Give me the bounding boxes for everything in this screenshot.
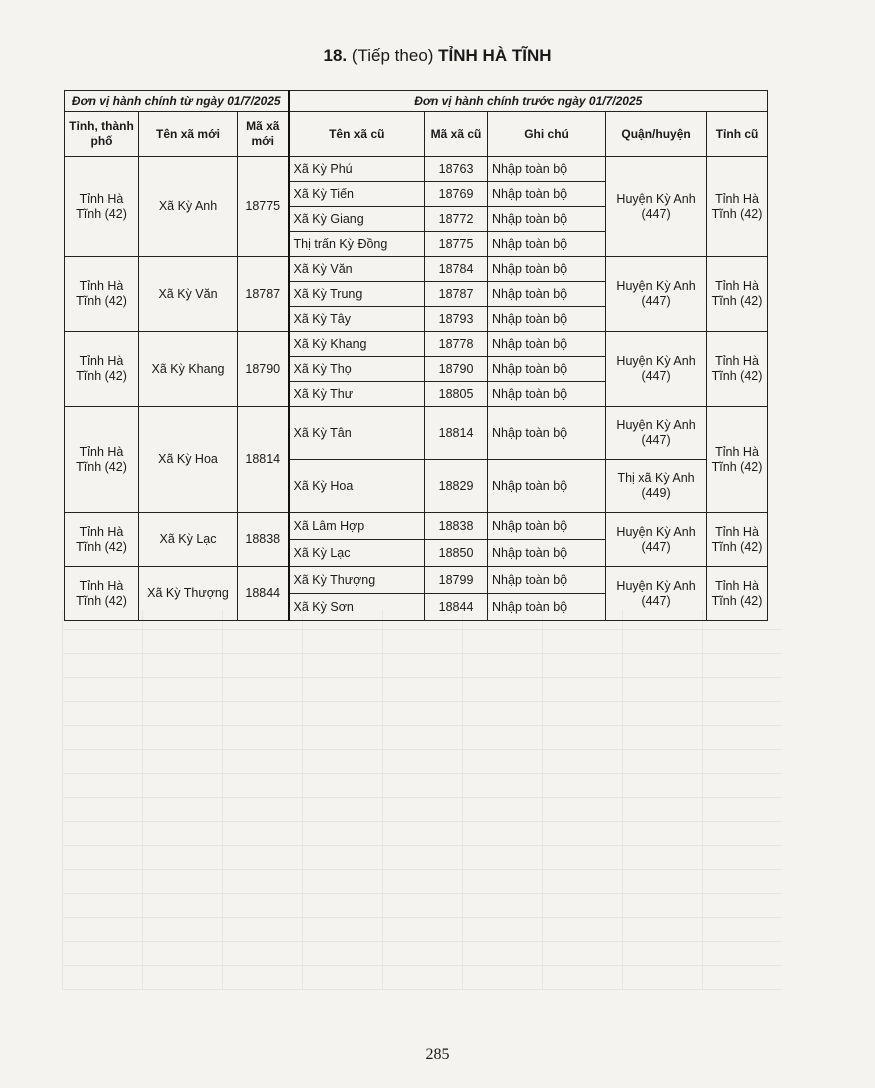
- old-code-cell: 18772: [425, 207, 488, 232]
- old-code-cell: 18793: [425, 307, 488, 332]
- note-cell: Nhập toàn bộ: [488, 594, 606, 621]
- header-new-code: Mã xã mới: [238, 112, 289, 157]
- page-title: [0, 46, 875, 66]
- new-code-cell: 18844: [238, 567, 289, 621]
- district-cell: Huyện Kỳ Anh (447): [606, 567, 707, 621]
- old-code-cell: 18775: [425, 232, 488, 257]
- new-commune-cell: Xã Kỳ Văn: [139, 257, 238, 332]
- old-code-cell: 18784: [425, 257, 488, 282]
- old-province-cell: Tỉnh Hà Tĩnh (42): [707, 407, 768, 513]
- new-code-cell: 18775: [238, 157, 289, 257]
- province-cell: Tỉnh Hà Tĩnh (42): [65, 407, 139, 513]
- table-row: [65, 332, 768, 357]
- old-code-cell: 18829: [425, 460, 488, 513]
- old-commune-cell: Xã Kỳ Thư: [289, 382, 425, 407]
- header-old-province: Tỉnh cũ: [707, 112, 768, 157]
- old-commune-cell: Xã Kỳ Lạc: [289, 540, 425, 567]
- new-code-cell: 18814: [238, 407, 289, 513]
- old-commune-cell: Thị trấn Kỳ Đồng: [289, 232, 425, 257]
- old-code-cell: 18814: [425, 407, 488, 460]
- new-commune-cell: Xã Kỳ Thượng: [139, 567, 238, 621]
- note-cell: Nhập toàn bộ: [488, 307, 606, 332]
- new-code-cell: 18787: [238, 257, 289, 332]
- section-number: 18.: [323, 46, 348, 65]
- note-cell: Nhập toàn bộ: [488, 257, 606, 282]
- old-commune-cell: Xã Kỳ Phú: [289, 157, 425, 182]
- old-commune-cell: Xã Kỳ Thượng: [289, 567, 425, 594]
- old-commune-cell: Xã Kỳ Văn: [289, 257, 425, 282]
- group-header-old: Đơn vị hành chính trước ngày 01/7/2025: [289, 91, 768, 112]
- old-commune-cell: Xã Kỳ Sơn: [289, 594, 425, 621]
- admin-units-table: [64, 90, 768, 621]
- page-number: 285: [425, 1046, 450, 1063]
- new-commune-cell: Xã Kỳ Khang: [139, 332, 238, 407]
- header-old-code: Mã xã cũ: [425, 112, 488, 157]
- old-commune-cell: Xã Kỳ Tân: [289, 407, 425, 460]
- table-row: [65, 257, 768, 282]
- old-province-cell: Tỉnh Hà Tĩnh (42): [707, 567, 768, 621]
- old-code-cell: 18769: [425, 182, 488, 207]
- old-code-cell: 18844: [425, 594, 488, 621]
- new-commune-cell: Xã Kỳ Anh: [139, 157, 238, 257]
- old-commune-cell: Xã Kỳ Giang: [289, 207, 425, 232]
- note-cell: Nhập toàn bộ: [488, 282, 606, 307]
- old-commune-cell: Xã Kỳ Tây: [289, 307, 425, 332]
- district-cell: Huyện Kỳ Anh (447): [606, 157, 707, 257]
- district-cell: Thị xã Kỳ Anh (449): [606, 460, 707, 513]
- district-cell: Huyện Kỳ Anh (447): [606, 332, 707, 407]
- note-cell: Nhập toàn bộ: [488, 567, 606, 594]
- old-code-cell: 18805: [425, 382, 488, 407]
- table-row: [65, 567, 768, 594]
- table-row: [65, 513, 768, 540]
- table-row: [65, 407, 768, 460]
- old-province-cell: Tỉnh Hà Tĩnh (42): [707, 332, 768, 407]
- note-cell: Nhập toàn bộ: [488, 513, 606, 540]
- header-province-city: Tỉnh, thành phố: [65, 112, 139, 157]
- group-header-new: Đơn vị hành chính từ ngày 01/7/2025: [65, 91, 289, 112]
- old-code-cell: 18790: [425, 357, 488, 382]
- note-cell: Nhập toàn bộ: [488, 407, 606, 460]
- old-commune-cell: Xã Kỳ Tiến: [289, 182, 425, 207]
- province-cell: Tỉnh Hà Tĩnh (42): [65, 257, 139, 332]
- old-commune-cell: Xã Lâm Hợp: [289, 513, 425, 540]
- new-commune-cell: Xã Kỳ Hoa: [139, 407, 238, 513]
- note-cell: Nhập toàn bộ: [488, 540, 606, 567]
- note-cell: Nhập toàn bộ: [488, 182, 606, 207]
- table-row: [65, 157, 768, 182]
- note-cell: Nhập toàn bộ: [488, 207, 606, 232]
- old-code-cell: 18787: [425, 282, 488, 307]
- new-code-cell: 18838: [238, 513, 289, 567]
- old-code-cell: 18850: [425, 540, 488, 567]
- header-note: Ghi chú: [488, 112, 606, 157]
- province-cell: Tỉnh Hà Tĩnh (42): [65, 332, 139, 407]
- note-cell: Nhập toàn bộ: [488, 157, 606, 182]
- old-commune-cell: Xã Kỳ Thọ: [289, 357, 425, 382]
- new-commune-cell: Xã Kỳ Lạc: [139, 513, 238, 567]
- note-cell: Nhập toàn bộ: [488, 332, 606, 357]
- district-cell: Huyện Kỳ Anh (447): [606, 257, 707, 332]
- title-province: TỈNH HÀ TĨNH: [438, 46, 552, 65]
- title-continuation: (Tiếp theo): [351, 46, 434, 65]
- old-code-cell: 18838: [425, 513, 488, 540]
- note-cell: Nhập toàn bộ: [488, 382, 606, 407]
- old-code-cell: 18799: [425, 567, 488, 594]
- old-code-cell: 18763: [425, 157, 488, 182]
- province-cell: Tỉnh Hà Tĩnh (42): [65, 567, 139, 621]
- old-code-cell: 18778: [425, 332, 488, 357]
- old-commune-cell: Xã Kỳ Hoa: [289, 460, 425, 513]
- bleed-through-texture: [62, 610, 782, 990]
- note-cell: Nhập toàn bộ: [488, 357, 606, 382]
- header-old-commune: Tên xã cũ: [289, 112, 425, 157]
- old-province-cell: Tỉnh Hà Tĩnh (42): [707, 157, 768, 257]
- note-cell: Nhập toàn bộ: [488, 460, 606, 513]
- province-cell: Tỉnh Hà Tĩnh (42): [65, 157, 139, 257]
- old-commune-cell: Xã Kỳ Khang: [289, 332, 425, 357]
- note-cell: Nhập toàn bộ: [488, 232, 606, 257]
- old-commune-cell: Xã Kỳ Trung: [289, 282, 425, 307]
- table-body: [65, 157, 768, 621]
- old-province-cell: Tỉnh Hà Tĩnh (42): [707, 257, 768, 332]
- old-province-cell: Tỉnh Hà Tĩnh (42): [707, 513, 768, 567]
- district-cell: Huyện Kỳ Anh (447): [606, 513, 707, 567]
- district-cell: Huyện Kỳ Anh (447): [606, 407, 707, 460]
- province-cell: Tỉnh Hà Tĩnh (42): [65, 513, 139, 567]
- new-code-cell: 18790: [238, 332, 289, 407]
- header-district: Quận/huyện: [606, 112, 707, 157]
- header-new-commune: Tên xã mới: [139, 112, 238, 157]
